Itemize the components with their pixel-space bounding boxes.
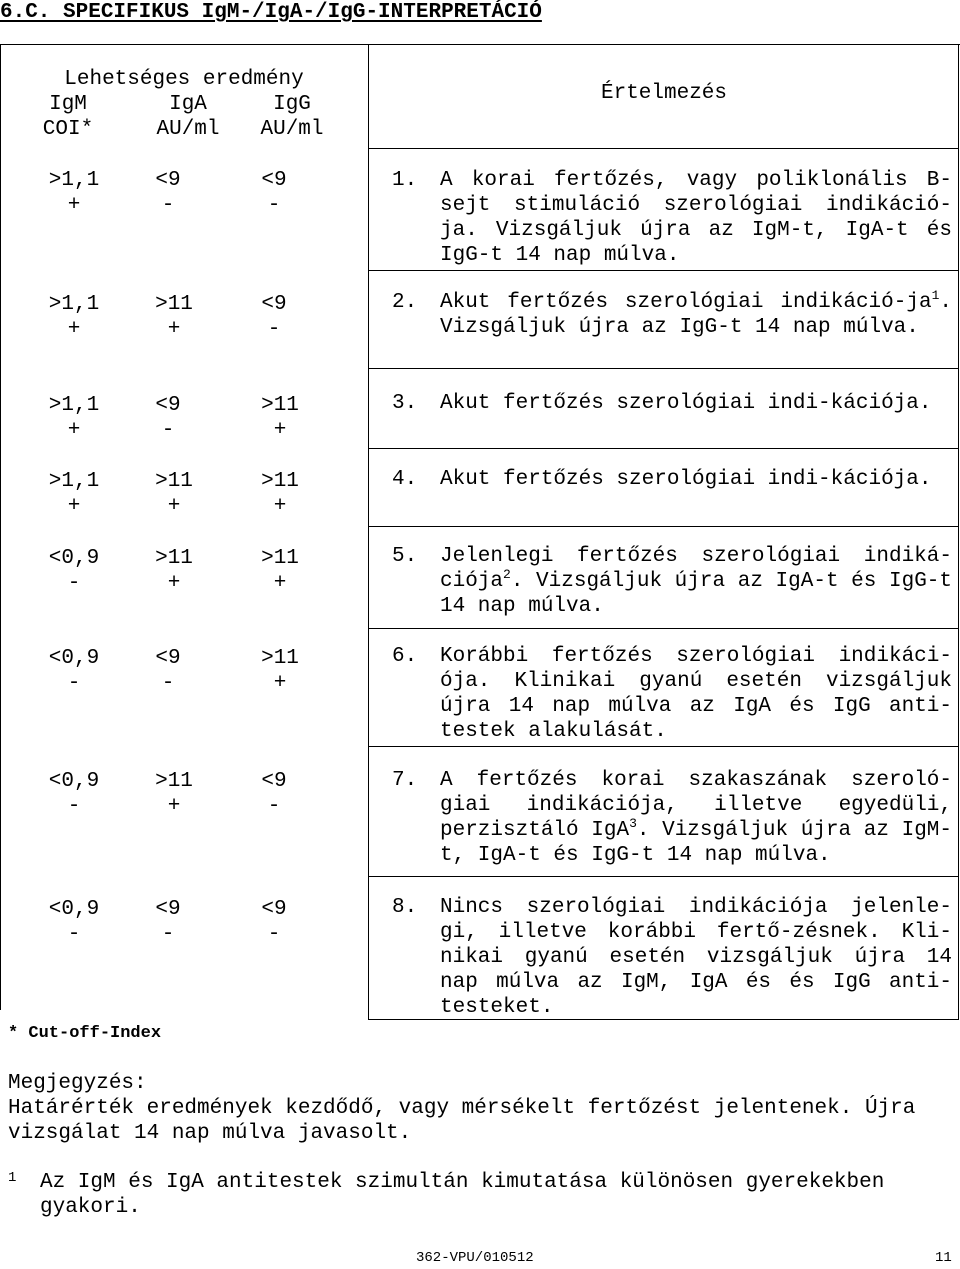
row-divider bbox=[368, 448, 959, 449]
igg-value: >11 + bbox=[261, 547, 299, 595]
iga-label: IgA bbox=[169, 93, 207, 116]
iga-value: <9 - bbox=[155, 647, 181, 695]
item-text: Akut fertőzés szerológiai indikáció-$ja^1$. Vizsgáljuk újra az IgG-t 14 nap múlva. bbox=[440, 288, 952, 339]
item-text: Akut fertőzés szerológiai indi-kációja. bbox=[440, 392, 932, 415]
item-text: Korábbi fertőzés szerológiai indikáci-ója. Klinikai gyanú esetén vizsgáljuk újra 14 nap múlva az IgA és IgG anti-testek alakulását. bbox=[440, 645, 952, 743]
page-title: 6.C. SPECIFIKUS IgM-/IgA-/IgG-INTERPRETÁCIÓ bbox=[0, 1, 542, 24]
item-number: 8. bbox=[392, 896, 418, 919]
footnote-number: 1 bbox=[8, 1170, 17, 1186]
iga-value: <9 - bbox=[155, 394, 181, 442]
table-right-border bbox=[958, 44, 959, 1020]
item-number: 2. bbox=[392, 291, 418, 314]
row-divider bbox=[368, 876, 959, 877]
iga-value: >11 + bbox=[155, 547, 193, 595]
row-divider bbox=[368, 368, 959, 369]
igg-value: <9 - bbox=[261, 293, 287, 341]
document-code: 362-VPU/010512 bbox=[416, 1250, 534, 1266]
igm-value: >1,1 + bbox=[48, 169, 100, 217]
item-text: Jelenlegi fertőzés szerológiai indiká-ciója$^2$. Vizsgáljuk újra az IgA-t és IgG-t 14 nap múlva. bbox=[440, 545, 952, 618]
page-number: 11 bbox=[935, 1250, 952, 1266]
igg-value: >11 + bbox=[261, 647, 299, 695]
item-text: A fertőzés korai szakaszának szeroló-giai indikációja, illetve egyedüli, perzisztáló IgA$^3$. Vizsgáljuk újra az IgM-t, IgA-t és IgG-t 14 nap múlva. bbox=[440, 769, 953, 867]
igg-unit: AU/ml bbox=[260, 118, 324, 141]
footnote-ref: 3 bbox=[629, 816, 637, 831]
igm-label: IgM bbox=[49, 93, 87, 116]
iga-value: >11 + bbox=[155, 470, 193, 518]
item-number: 4. bbox=[392, 468, 418, 491]
interpretation-item bbox=[392, 467, 952, 492]
igm-value: <0,9 - bbox=[48, 547, 100, 595]
cutoff-index-note: * Cut-off-Index bbox=[8, 1024, 162, 1043]
footnote-ref: 1 bbox=[931, 288, 940, 303]
row-divider bbox=[368, 526, 959, 527]
table-left-border bbox=[0, 44, 1, 1010]
interpretation-item bbox=[392, 391, 952, 416]
igm-value: >1,1 + bbox=[48, 293, 100, 341]
row-divider bbox=[368, 628, 959, 629]
item-number: 5. bbox=[392, 545, 418, 568]
iga-value: <9 - bbox=[155, 898, 181, 946]
interpretation-item bbox=[392, 290, 952, 340]
igm-unit: COI* bbox=[42, 118, 94, 141]
item-number: 3. bbox=[392, 392, 418, 415]
igm-column-header bbox=[38, 92, 98, 142]
note-title: Megjegyzés: bbox=[8, 1072, 147, 1095]
table-header-divider bbox=[368, 148, 959, 149]
igg-label: IgG bbox=[273, 93, 311, 116]
interpretation-header: Értelmezés bbox=[600, 82, 728, 105]
interpretation-item bbox=[392, 168, 952, 268]
igg-value: <9 - bbox=[261, 169, 287, 217]
igm-value: >1,1 + bbox=[48, 394, 100, 442]
iga-value: <9 - bbox=[155, 169, 181, 217]
row-divider bbox=[368, 270, 959, 271]
item-text: A korai fertőzés, vagy poliklonális B-sejt stimuláció szerológiai indikáció-ja. Vizsgáljuk újra az IgM-t, IgA-t és IgG-t 14 nap múlva. bbox=[440, 169, 952, 267]
item-text: Nincs szerológiai indikációja jelenle-gi, illetve korábbi fertő-zésnek. Kli-nikai gyanú esetén vizsgáljuk újra 14 nap múlva az IgM, IgA és és IgG anti-testeket. bbox=[440, 896, 952, 1019]
iga-unit: AU/ml bbox=[156, 118, 220, 141]
igg-value: >11 + bbox=[261, 394, 299, 442]
igg-value: <9 - bbox=[261, 898, 287, 946]
igg-value: >11 + bbox=[261, 470, 299, 518]
item-number: 1. bbox=[392, 169, 418, 192]
igg-value: <9 - bbox=[261, 770, 287, 818]
iga-column-header bbox=[152, 92, 224, 142]
table-top-border bbox=[0, 44, 960, 45]
possible-results-header: Lehetséges eredmény bbox=[64, 68, 304, 91]
table-column-divider bbox=[368, 44, 369, 1020]
iga-value: >11 + bbox=[155, 293, 193, 341]
interpretation-item bbox=[392, 768, 952, 868]
item-number: 6. bbox=[392, 645, 418, 668]
igm-value: >1,1 + bbox=[48, 470, 100, 518]
interpretation-item bbox=[392, 895, 952, 1020]
iga-value: >11 + bbox=[155, 770, 193, 818]
interpretation-item bbox=[392, 644, 952, 744]
igm-value: <0,9 - bbox=[48, 898, 100, 946]
item-text: Akut fertőzés szerológiai indi-kációja. bbox=[440, 468, 932, 491]
footnote-ref: 2 bbox=[503, 567, 511, 582]
row-divider bbox=[368, 746, 959, 747]
footnote-text: Az IgM és IgA antitestek szimultán kimutatása különösen gyerekekben gyakori. bbox=[40, 1171, 885, 1219]
igg-column-header bbox=[256, 92, 328, 142]
igm-value: <0,9 - bbox=[48, 770, 100, 818]
note-body: Határérték eredmények kezdődő, vagy mérsékelt fertőzést jelentenek. Újra vizsgálat 14 nap múlva javasolt. bbox=[8, 1097, 916, 1145]
interpretation-item bbox=[392, 544, 952, 619]
igm-value: <0,9 - bbox=[48, 647, 100, 695]
item-number: 7. bbox=[392, 769, 418, 792]
